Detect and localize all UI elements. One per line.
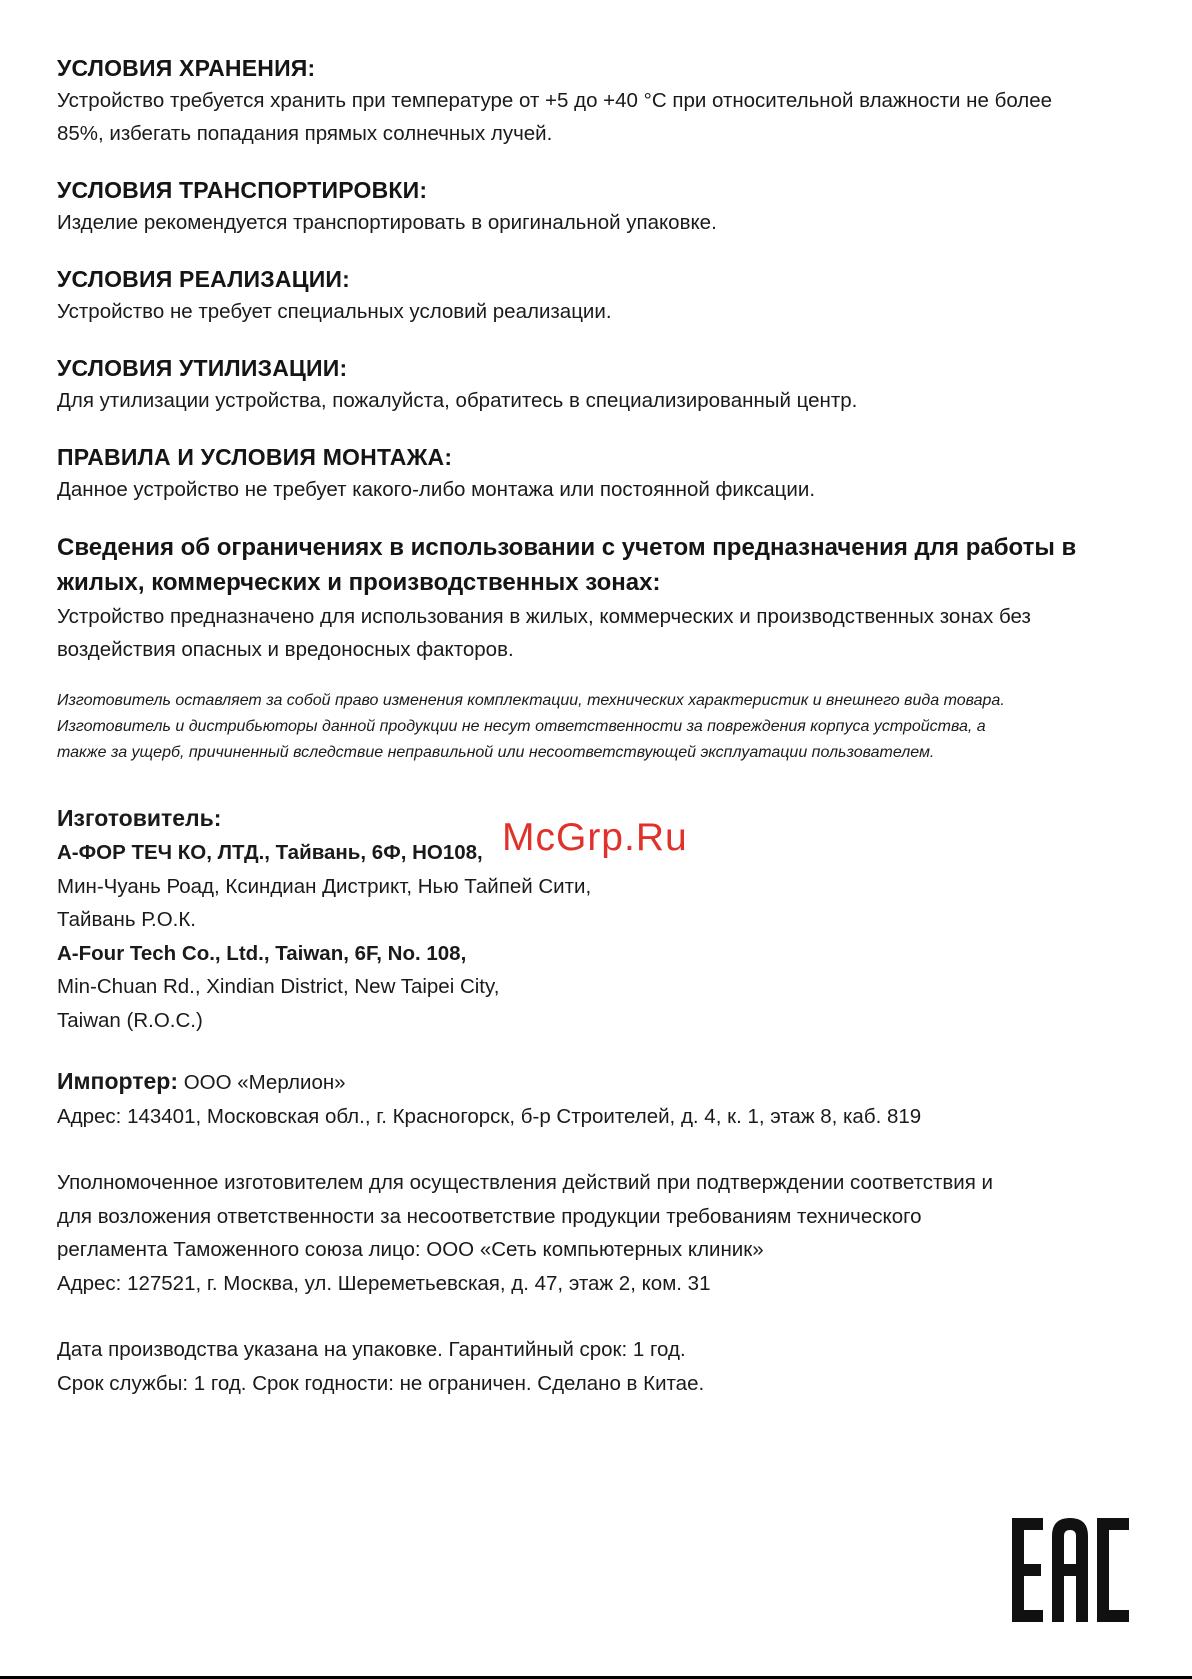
section-text: Изделие рекомендуется транспортировать в оригинальной упаковке.: [57, 211, 717, 234]
importer-address: Адрес: 143401, Московская обл., г. Красногорск, б-р Строителей, д. 4, к. 1, этаж 8, каб. 819: [57, 1104, 922, 1128]
section-title: УСЛОВИЯ ХРАНЕНИЯ:: [57, 55, 316, 81]
manufacturer-line: Мин-Чуань Роад, Ксиндиан Дистрикт, Нью Тайпей Сити,: [57, 874, 592, 898]
section-text: 85%, избегать попадания прямых солнечных лучей.: [57, 122, 553, 145]
restrictions-title-line: Сведения об ограничениях в использовании с учетом предназначения для работы в: [57, 534, 1077, 561]
importer-name: ООО «Мерлион»: [178, 1071, 346, 1094]
disclaimer: [57, 688, 1137, 766]
disposal-section: [57, 352, 1137, 417]
eac-mark-icon: [1012, 1518, 1129, 1622]
authorized-line: Уполномоченное изготовителем для осуществления действий при подтверждении соответствия и: [57, 1171, 993, 1194]
restrictions-text: воздействия опасных и вредоносных факторов.: [57, 638, 514, 661]
section-title: ПРАВИЛА И УСЛОВИЯ МОНТАЖА:: [57, 444, 453, 470]
section-text: Устройство требуется хранить при температуре от +5 до +40 °С при относительной влажности не более: [57, 89, 1053, 112]
importer-section: [57, 1063, 1137, 1133]
disclaimer-line: Изготовитель оставляет за собой право изменения комплектации, технических характеристик и внешнего вида товара.: [57, 692, 1005, 709]
document-page: [57, 52, 1137, 1400]
installation-section: [57, 441, 1137, 506]
section-text: Устройство не требует специальных условий реализации.: [57, 300, 612, 323]
storage-section: [57, 52, 1137, 150]
watermark: McGrp.Ru: [502, 816, 688, 859]
authorized-address: Адрес: 127521, г. Москва, ул. Шереметьевская, д. 47, этаж 2, ком. 31: [57, 1271, 711, 1295]
importer-line: [57, 1063, 1137, 1100]
section-title: УСЛОВИЯ ТРАНСПОРТИРОВКИ:: [57, 177, 428, 203]
restrictions-title-line: жилых, коммерческих и производственных зонах:: [57, 569, 661, 596]
footer-line: Дата производства указана на упаковке. Гарантийный срок: 1 год.: [57, 1338, 686, 1361]
manufacturer-line: A-Four Tech Co., Ltd., Taiwan, 6F, No. 108,: [57, 941, 467, 965]
authorized-section: [57, 1166, 1137, 1300]
manufacturer-line: Min-Chuan Rd., Xindian District, New Taipei City,: [57, 975, 500, 998]
section-text: Данное устройство не требует какого-либо монтажа или постоянной фиксации.: [57, 478, 816, 501]
footer-section: [57, 1333, 1137, 1400]
manufacturer-line: Тайвань Р.О.К.: [57, 908, 196, 931]
transport-section: [57, 174, 1137, 239]
sales-section: [57, 263, 1137, 328]
manufacturer-title: Изготовитель:: [57, 805, 222, 831]
section-title: УСЛОВИЯ УТИЛИЗАЦИИ:: [57, 355, 348, 381]
disclaimer-line: Изготовитель и дистрибьюторы данной продукции не несут ответственности за повреждения корпуса устройства, а: [57, 718, 986, 735]
importer-label: Импортер:: [57, 1068, 178, 1094]
manufacturer-line: Taiwan (R.O.C.): [57, 1008, 203, 1032]
authorized-line: регламента Таможенного союза лицо: ООО «Сеть компьютерных клиник»: [57, 1238, 764, 1261]
disclaimer-line: также за ущерб, причиненный вследствие неправильной или несоответствующей эксплуатации пользователем.: [57, 744, 935, 761]
manufacturer-line: А-ФОР ТЕЧ КО, ЛТД., Тайвань, 6Ф, НО108,: [57, 841, 483, 864]
restrictions-text: Устройство предназначено для использования в жилых, коммерческих и производственных зонах без: [57, 605, 1031, 628]
footer-line: Срок службы: 1 год. Срок годности: не ограничен. Сделано в Китае.: [57, 1371, 705, 1395]
authorized-line: для возложения ответственности за несоответствие продукции требованиям технического: [57, 1204, 922, 1228]
section-text: Для утилизации устройства, пожалуйста, обратитесь в специализированный центр.: [57, 389, 858, 412]
section-title: УСЛОВИЯ РЕАЛИЗАЦИИ:: [57, 266, 351, 292]
restrictions-section: [57, 530, 1137, 666]
